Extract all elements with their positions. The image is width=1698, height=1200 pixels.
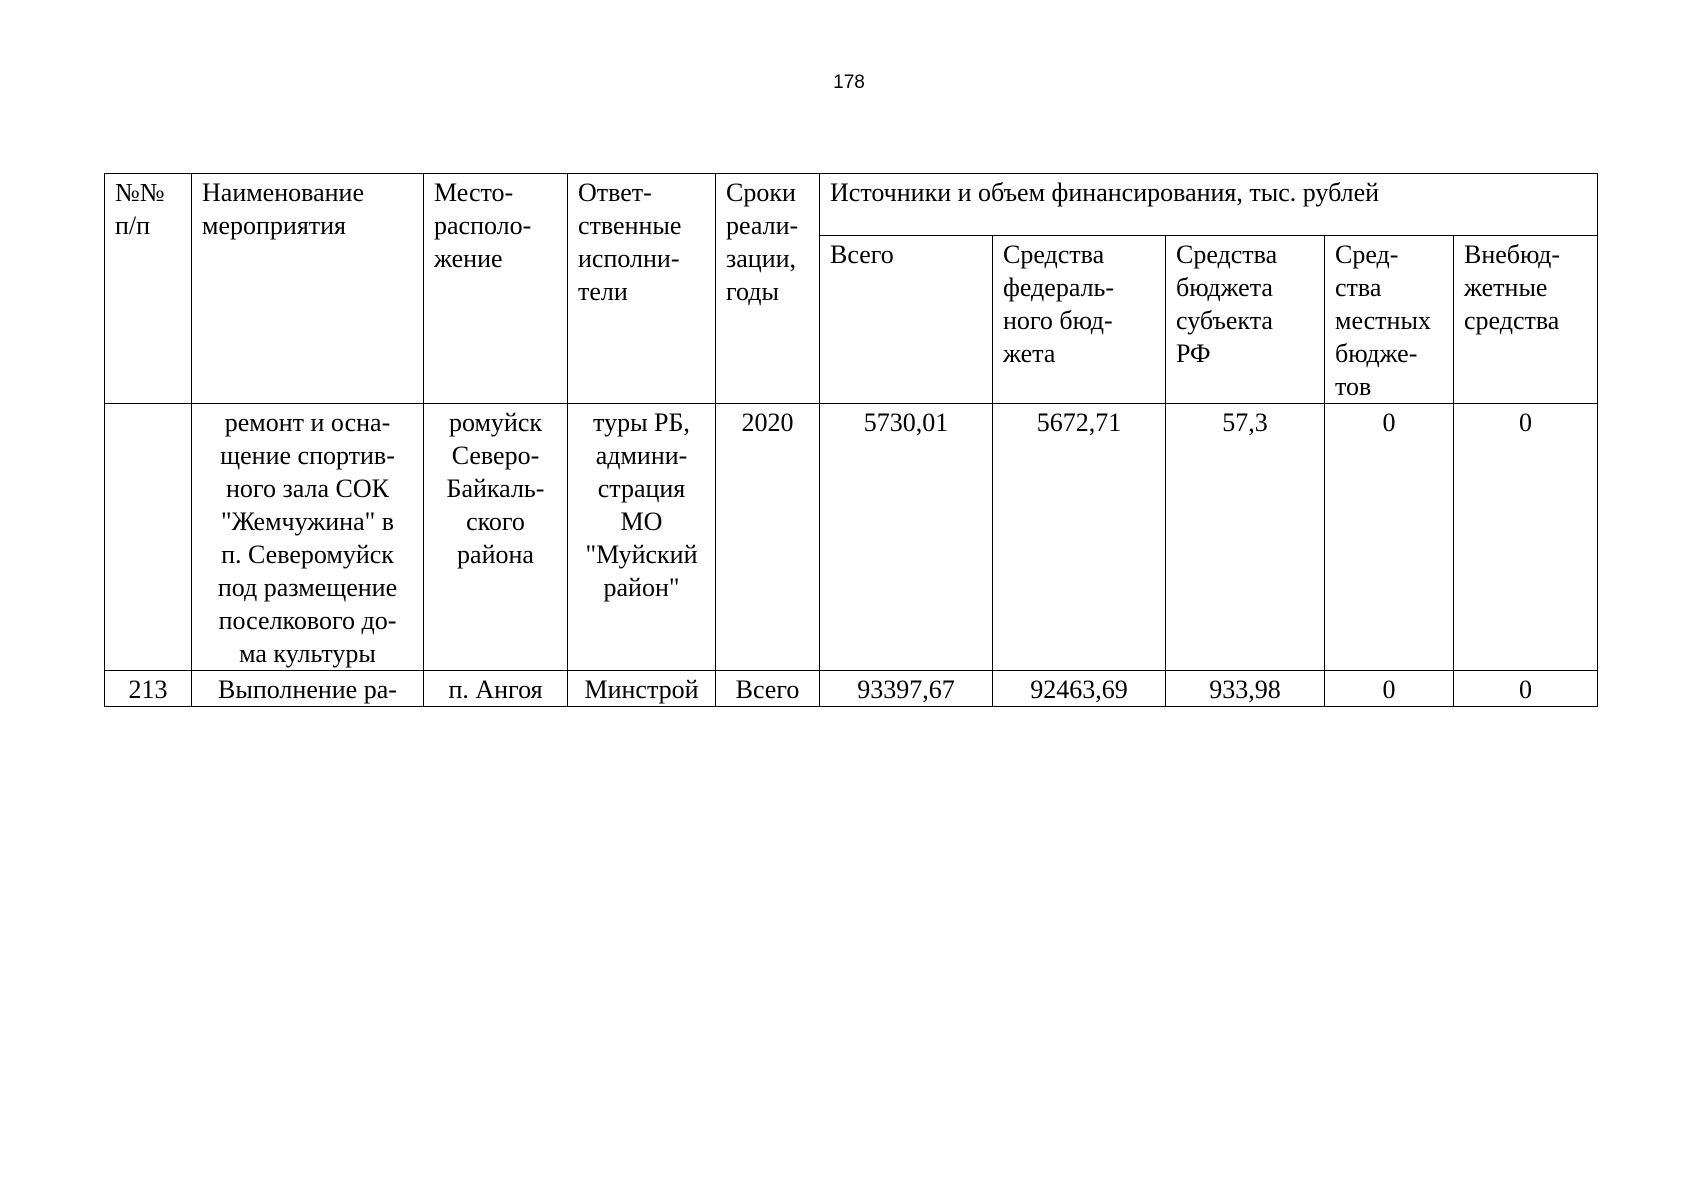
table-row <box>105 404 1598 671</box>
cell-total: 5730,01 <box>820 404 993 671</box>
header-sources: Источники и объем финансирования, тыс. рублей <box>820 174 1598 236</box>
cell-local: 0 <box>1325 404 1454 671</box>
cell-responsible: туры РБ, админи- страция МО "Муйский район" <box>568 404 716 671</box>
header-period: Сроки реали- зации, годы <box>716 174 820 404</box>
cell-period: 2020 <box>716 404 820 671</box>
cell-total: 93397,67 <box>820 671 993 707</box>
cell-extra: 0 <box>1454 671 1598 707</box>
cell-name: Выполнение ра- <box>192 671 424 707</box>
header-location: Место- располо- жение <box>424 174 568 404</box>
header-federal: Средства федераль- ного бюд- жета <box>993 236 1166 404</box>
cell-name: ремонт и осна- щение спортив- ного зала СОК "Жемчужина" в п. Северомуйск под размещение поселкового до- ма культуры <box>192 404 424 671</box>
table-row <box>105 671 1598 707</box>
cell-location: ромуйск Северо- Байкаль- ского района <box>424 404 568 671</box>
page-number: 178 <box>833 72 865 93</box>
cell-subject: 933,98 <box>1166 671 1325 707</box>
header-responsible: Ответ- ственные исполни- тели <box>568 174 716 404</box>
header-local: Сред- ства местных бюдже- тов <box>1325 236 1454 404</box>
header-name: Наименование мероприятия <box>192 174 424 404</box>
header-row-main <box>105 174 1598 236</box>
cell-num <box>105 404 192 671</box>
header-subject: Средства бюджета субъекта РФ <box>1166 236 1325 404</box>
cell-local: 0 <box>1325 671 1454 707</box>
cell-responsible: Минстрой <box>568 671 716 707</box>
cell-location: п. Ангоя <box>424 671 568 707</box>
cell-federal: 5672,71 <box>993 404 1166 671</box>
cell-period: Всего <box>716 671 820 707</box>
cell-num: 213 <box>105 671 192 707</box>
financing-table <box>104 173 1598 707</box>
cell-extra: 0 <box>1454 404 1598 671</box>
header-num: №№ п/п <box>105 174 192 404</box>
cell-federal: 92463,69 <box>993 671 1166 707</box>
cell-subject: 57,3 <box>1166 404 1325 671</box>
header-total: Всего <box>820 236 993 404</box>
header-extra: Внебюд- жетные средства <box>1454 236 1598 404</box>
